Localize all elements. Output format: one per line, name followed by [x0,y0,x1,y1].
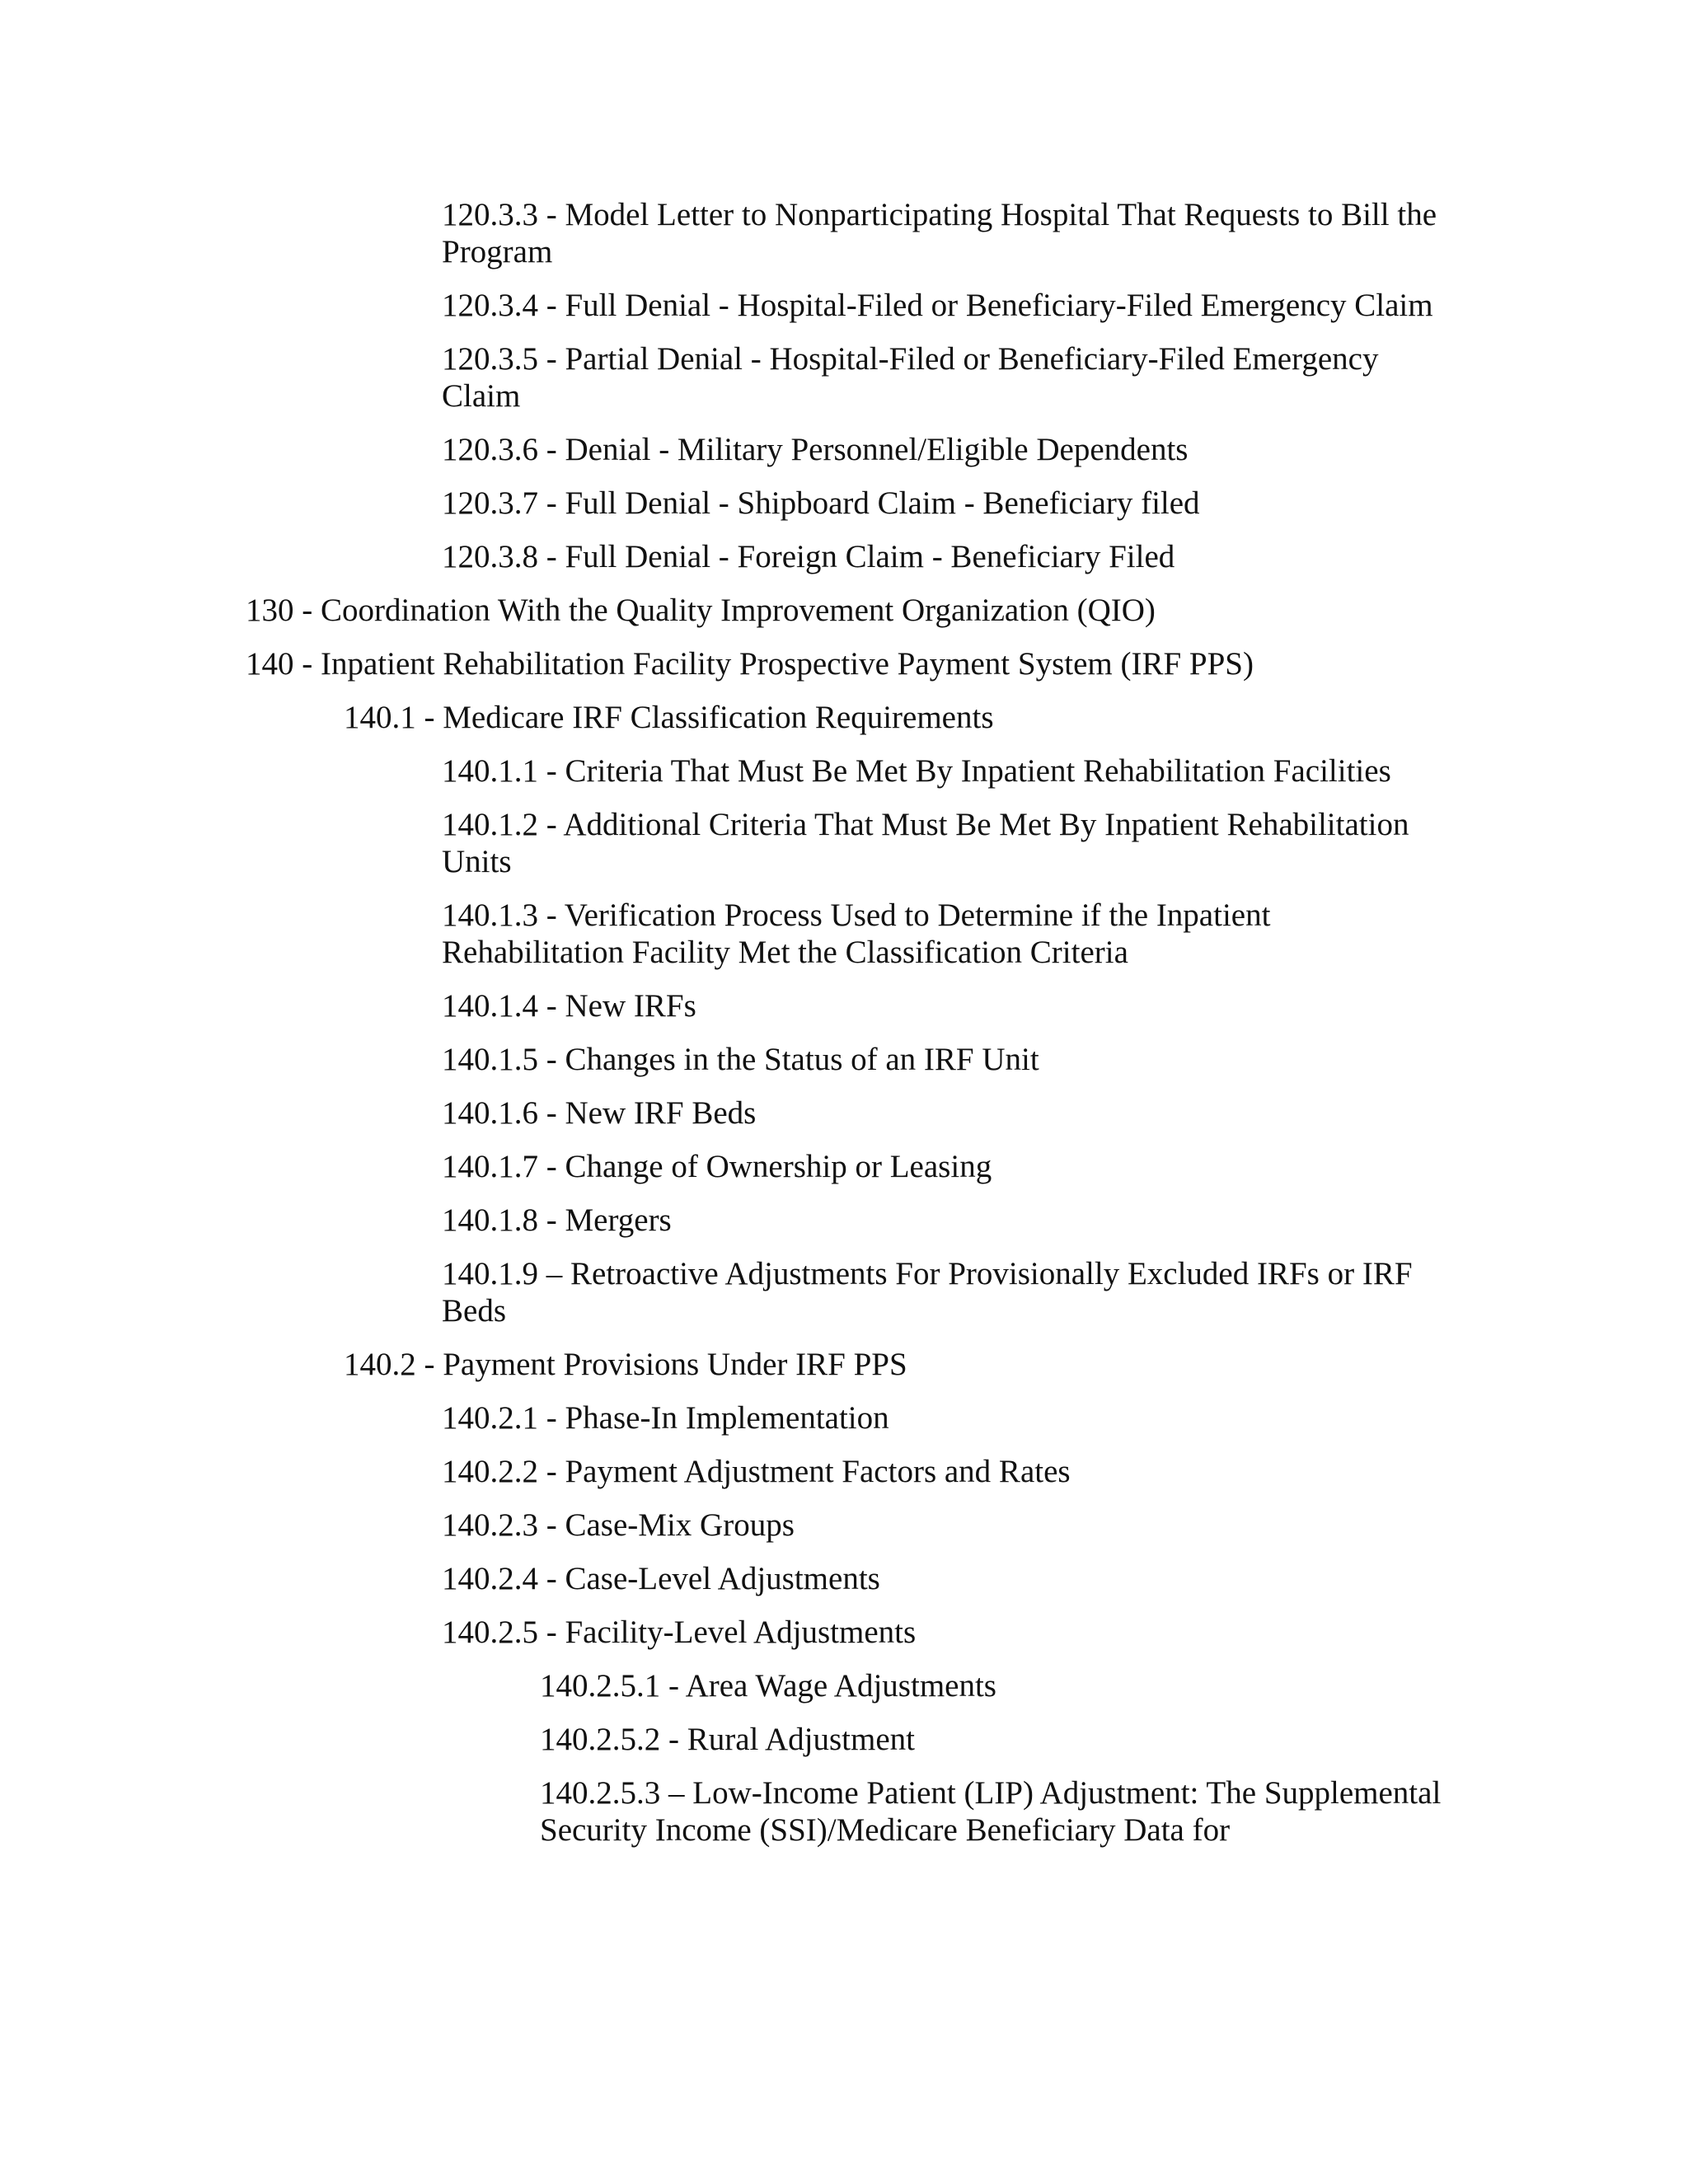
toc-entry-140-1-5[interactable]: 140.1.5 - Changes in the Status of an IRF Unit [442,1042,1039,1077]
toc-entry-140-2[interactable]: 140.2 - Payment Provisions Under IRF PPS [344,1347,907,1382]
toc-entry-140-1-8[interactable]: 140.1.8 - Mergers [442,1202,672,1238]
toc-entry-140-2-5-3[interactable]: 140.2.5.3 – Low-Income Patient (LIP) Adjustment: The Supplemental Security Income (SSI)/Medicare Beneficiary Data for [540,1775,1442,1848]
toc-entry-140-1-9[interactable]: 140.1.9 – Retroactive Adjustments For Provisionally Excluded IRFs or IRF Beds [442,1256,1413,1329]
toc-entry-120-3-5[interactable]: 120.3.5 - Partial Denial - Hospital-Filed or Beneficiary-Filed Emergency Claim [442,341,1379,414]
toc-entry-140-1-2[interactable]: 140.1.2 - Additional Criteria That Must Be Met By Inpatient Rehabilitation Units [442,807,1409,879]
toc-entry-140-1-3[interactable]: 140.1.3 - Verification Process Used to Determine if the Inpatient Rehabilitation Facility Met the Classification Criteria [442,898,1271,970]
toc-entry-120-3-7[interactable]: 120.3.7 - Full Denial - Shipboard Claim - Beneficiary filed [442,485,1200,521]
toc-entry-140[interactable]: 140 - Inpatient Rehabilitation Facility Prospective Payment System (IRF PPS) [246,646,1254,682]
toc-entry-140-2-5[interactable]: 140.2.5 - Facility-Level Adjustments [442,1615,917,1650]
toc-entry-140-2-5-1[interactable]: 140.2.5.1 - Area Wage Adjustments [540,1668,996,1704]
toc-entry-120-3-3[interactable]: 120.3.3 - Model Letter to Nonparticipating Hospital That Requests to Bill the Program [442,197,1437,269]
toc-entry-140-1-7[interactable]: 140.1.7 - Change of Ownership or Leasing [442,1149,992,1184]
toc-entry-130[interactable]: 130 - Coordination With the Quality Improvement Organization (QIO) [246,593,1156,628]
table-of-contents [246,196,1449,1865]
toc-entry-140-2-5-2[interactable]: 140.2.5.2 - Rural Adjustment [540,1722,915,1757]
toc-entry-140-1-6[interactable]: 140.1.6 - New IRF Beds [442,1095,757,1131]
toc-entry-140-2-3[interactable]: 140.2.3 - Case-Mix Groups [442,1507,795,1543]
toc-entry-140-2-1[interactable]: 140.2.1 - Phase-In Implementation [442,1400,889,1436]
toc-entry-140-1-1[interactable]: 140.1.1 - Criteria That Must Be Met By Inpatient Rehabilitation Facilities [442,753,1391,789]
toc-entry-120-3-6[interactable]: 120.3.6 - Denial - Military Personnel/Eligible Dependents [442,432,1189,467]
toc-entry-140-1-4[interactable]: 140.1.4 - New IRFs [442,988,696,1024]
toc-entry-140-2-2[interactable]: 140.2.2 - Payment Adjustment Factors and Rates [442,1454,1071,1489]
toc-entry-140-2-4[interactable]: 140.2.4 - Case-Level Adjustments [442,1561,880,1596]
toc-entry-120-3-8[interactable]: 120.3.8 - Full Denial - Foreign Claim - Beneficiary Filed [442,539,1175,574]
toc-entry-120-3-4[interactable]: 120.3.4 - Full Denial - Hospital-Filed or Beneficiary-Filed Emergency Claim [442,288,1433,323]
toc-entry-140-1[interactable]: 140.1 - Medicare IRF Classification Requirements [344,700,994,735]
